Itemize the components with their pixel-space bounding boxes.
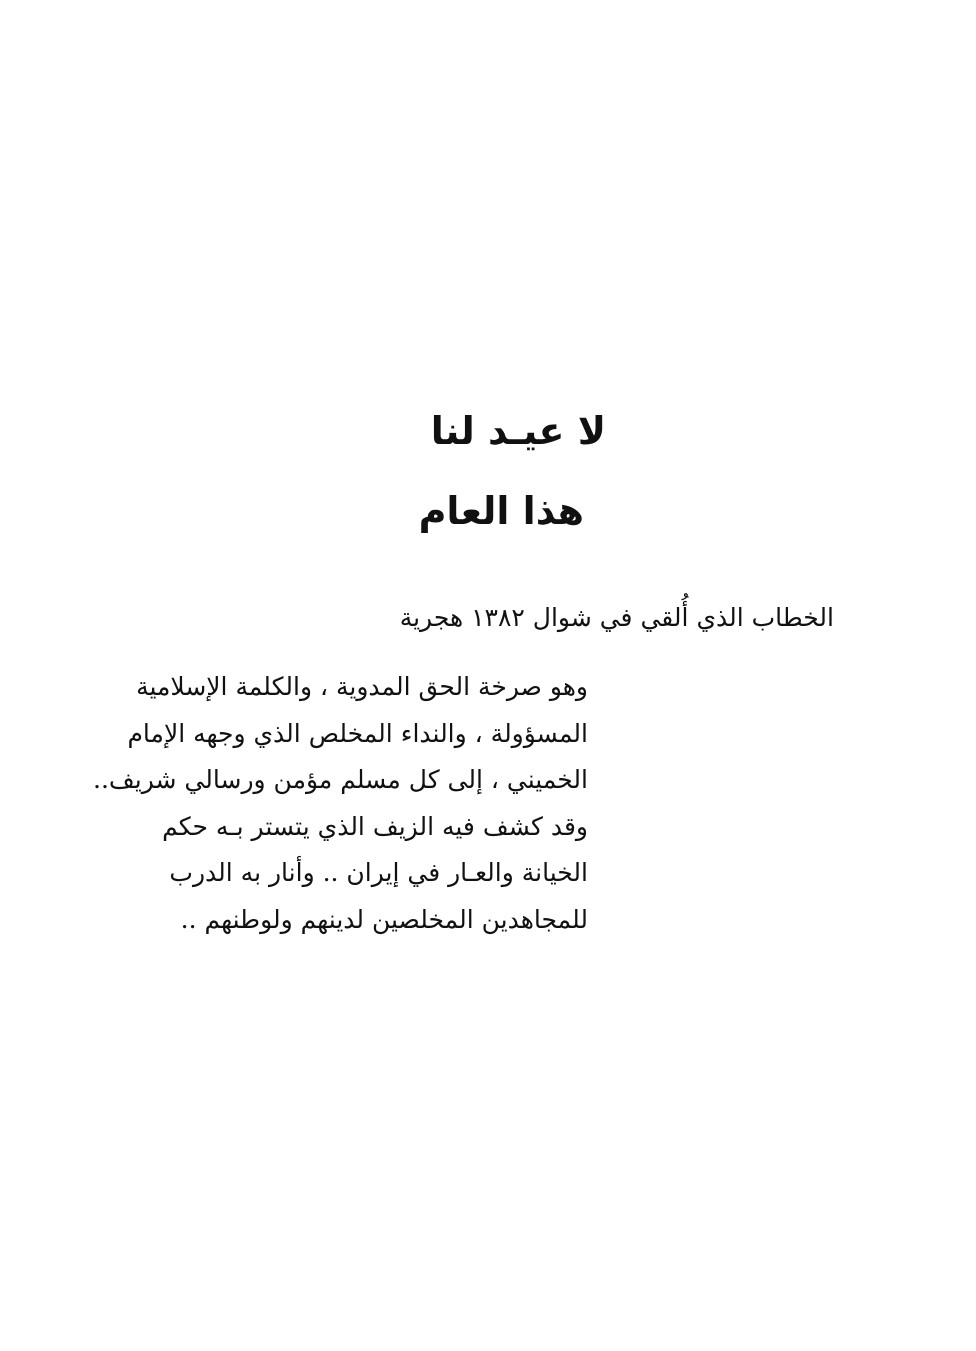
paragraph-line: وقد كشف فيه الزيف الذي يتستر بـه حكم xyxy=(162,811,588,841)
paragraph-line: الخيانة والعـار في إيران .. وأنار به الدرب xyxy=(169,858,588,887)
paragraph-line: وهو صرخة الحق المدوية ، والكلمة الإسلامية xyxy=(136,672,588,701)
paragraph-line: الخميني ، إلى كل مسلم مؤمن ورسالي شريف.. xyxy=(93,765,588,794)
page-title-line-2: هذا العام xyxy=(418,489,584,533)
description-paragraph xyxy=(93,664,588,943)
speech-subtitle: الخطاب الذي أُلقي في شوال ١٣٨٢ هجرية xyxy=(399,603,834,632)
paragraph-line: المسؤولة ، والنداء المخلص الذي وجهه الإمام xyxy=(127,718,588,748)
page-title-line-1: لا عيـد لنا xyxy=(430,409,606,453)
paragraph-line: للمجاهدين المخلصين لدينهم ولوطنهم .. xyxy=(180,904,588,934)
